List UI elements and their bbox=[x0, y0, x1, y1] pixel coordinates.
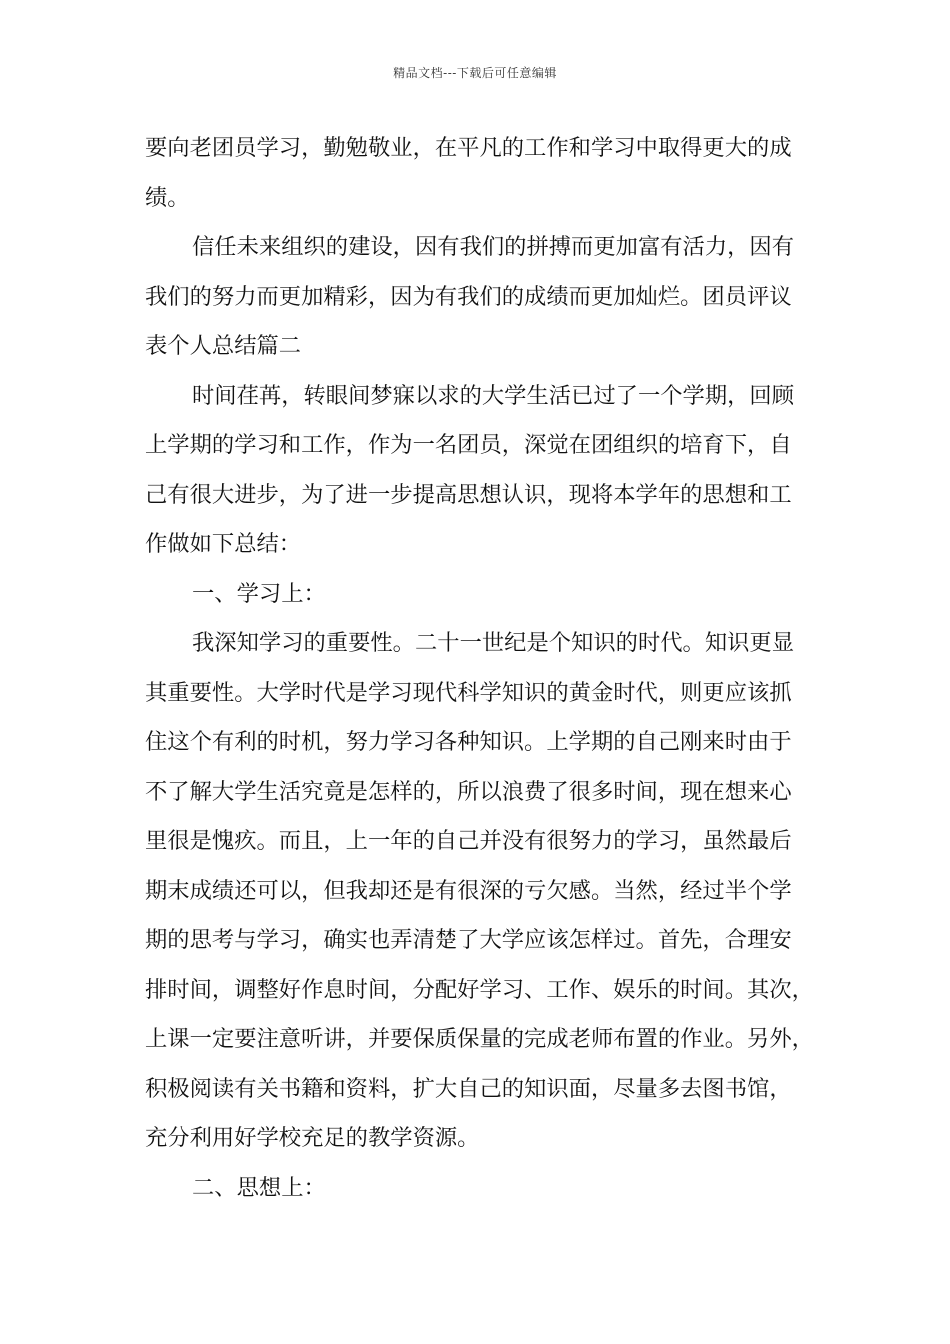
text-line: 我们的努力而更加精彩，因为有我们的成绩而更加灿烂。团员评议 bbox=[145, 283, 792, 310]
text-line: 要向老团员学习，勤勉敬业，在平凡的工作和学习中取得更大的成 bbox=[145, 135, 792, 161]
section-heading-thought: 二、思想上： bbox=[192, 1174, 326, 1201]
text-line: 己有很大进步，为了进一步提高思想认识，现将本学年的思想和工 bbox=[145, 481, 792, 508]
text-line: 里很是愧疚。而且，上一年的自己并没有很努力的学习，虽然最后 bbox=[145, 828, 792, 854]
paragraph-start-line: 我深知学习的重要性。二十一世纪是个知识的时代。知识更显 bbox=[192, 630, 795, 656]
text-line: 住这个有利的时机，努力学习各种知识。上学期的自己刚来时由于 bbox=[145, 729, 792, 755]
paragraph-start-line: 时间荏苒，转眼间梦寐以求的大学生活已过了一个学期，回顾 bbox=[192, 382, 795, 409]
text-line: 上课一定要注意听讲，并要保质保量的完成老师布置的作业。另外， bbox=[145, 1026, 814, 1052]
text-line: 排时间，调整好作息时间，分配好学习、工作、娱乐的时间。其次， bbox=[145, 976, 814, 1003]
text-line: 期末成绩还可以，但我却还是有很深的亏欠感。当然，经过半个学 bbox=[145, 877, 792, 904]
paragraph-start-line: 信任未来组织的建设，因有我们的拼搏而更加富有活力，因有 bbox=[192, 234, 795, 260]
page-header: 精品文档---下载后可任意编辑 bbox=[393, 66, 557, 80]
text-line: 作做如下总结： bbox=[145, 531, 302, 557]
section-heading-study: 一、学习上： bbox=[192, 580, 326, 607]
text-line: 上学期的学习和工作，作为一名团员，深觉在团组织的培育下，自 bbox=[145, 432, 792, 458]
text-line: 其重要性。大学时代是学习现代科学知识的黄金时代，则更应该抓 bbox=[145, 679, 792, 706]
text-line: 充分利用好学校充足的教学资源。 bbox=[145, 1125, 480, 1151]
text-line: 期的思考与学习，确实也弄清楚了大学应该怎样过。首先，合理安 bbox=[145, 927, 792, 953]
text-line: 积极阅读有关书籍和资料，扩大自己的知识面，尽量多去图书馆， bbox=[145, 1075, 792, 1102]
text-line: 绩。 bbox=[145, 184, 190, 211]
document-body bbox=[145, 124, 814, 1213]
section-title-line: 表个人总结篇二 bbox=[145, 333, 302, 359]
text-line: 不了解大学生活究竟是怎样的，所以浪费了很多时间，现在想来心 bbox=[145, 778, 792, 805]
